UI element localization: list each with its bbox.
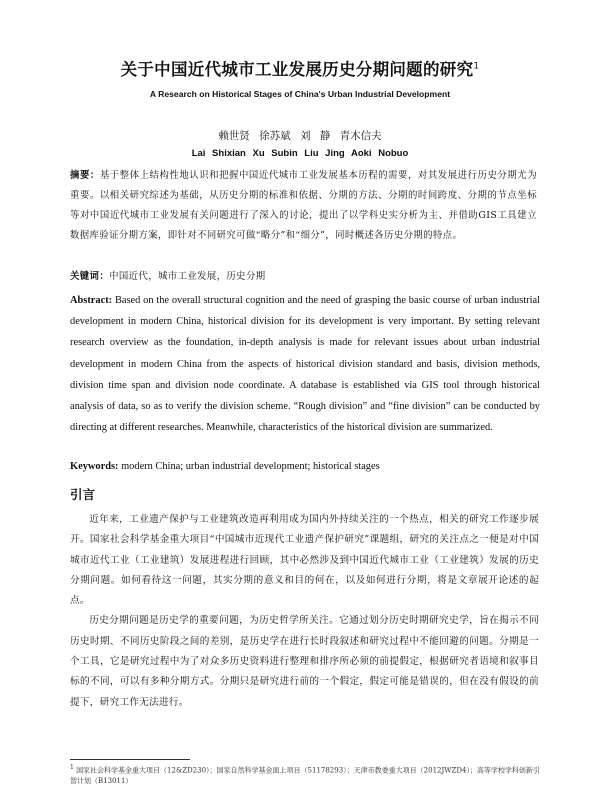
keywords-english-label: Keywords: <box>70 461 119 472</box>
abstract-chinese-text: 基于整体上结构性地认识和把握中国近代城市工业发展基本历程的需要，对其发展进行历史分期尤为重要。以相关研究综述为基础，从历史分期的标准和依据、分期的方法、分期的时间跨度、分期的节点坐标等对中国近代城市工业发展有关问题进行了深入的讨论，提出了以学科史实分析为主、并借助GIS工具建立数据库验证分期方案，即针对不同研究可做“略分”和“细分”，同时概述各历史分期的特点。 <box>70 170 538 241</box>
english-title: A Research on Historical Stages of China's Urban Industrial Development <box>149 89 451 99</box>
keywords-chinese <box>70 267 537 287</box>
keywords-english-text: modern China; urban industrial development; historical stages <box>121 461 380 472</box>
paper-title-text: 关于中国近代城市工业发展历史分期问题的研究 <box>120 60 474 79</box>
abstract-english-label: Abstract: <box>70 295 113 306</box>
authors-chinese: 赖世贤 徐苏斌 刘 静 青木信夫 <box>218 130 382 142</box>
abstract-chinese <box>70 166 537 246</box>
section-body <box>70 510 539 713</box>
keywords-chinese-label: 关键词： <box>70 271 110 282</box>
title-footnote-mark: 1 <box>473 61 480 72</box>
footnote-divider <box>70 759 190 760</box>
abstract-english <box>70 290 540 438</box>
body-paragraph: 历史分期问题是历史学的重要问题，为历史哲学所关注。它通过划分历史时期研究史学，旨在揭示不同历史时期、不同历史阶段之间的差别，是历史学在进行长时段叙述和研究过程中不能回避的问题。分期是一个工具，它是研究过程中为了对众多历史资料进行整理和排序所必须的前提假定，根据研究者语境和叙事目标的不同，可以有多种分期方式。分期只是研究进行前的一个假定，假定可能是错误的，但在没有假设的前提下，研究工作无法进行。 <box>70 615 539 708</box>
abstract-chinese-label: 摘要： <box>70 170 100 181</box>
abstract-english-text: Based on the overall structural cognition and the need of grasping the basic course of urban industrial development in modern China, historical division for its development is very important. By setting relevant research overview as the foundation, in-depth analysis is made for relevant issues about urban industrial development in modern China from the aspects of historical division standard and basis, division methods, division time span and division node coordinate. A database is established via GIS tool through historical analysis of data, so as to verify the division scheme. “Rough division” and “fine division” can be conducted by directing at different researches. Meanwhile, characteristics of the historical division are summarized. <box>70 295 540 434</box>
footnote-text: 国家社会科学基金重大项目（12&ZD230）；国家自然科学基金面上项目（51178293）；天津市教委重大项目（2012JWZD4）；高等学校学科创新引智计划（B13011） <box>70 766 540 786</box>
footnote <box>70 762 540 787</box>
section-heading: 引言 <box>70 487 96 502</box>
body-paragraph: 近年来，工业遗产保护与工业建筑改造再利用成为国内外持续关注的一个热点，相关的研究工作逐步展开。国家社会科学基金重大项目“中国城市近现代工业遗产保护研究”课题组，研究的关注点之一便是对中国城市近代工业（工业建筑）发展进程进行回顾，其中必然涉及到中国近代城市工业（工业建筑）发展的历史分期问题。如何看待这一问题，其实分期的意义和目的何在，以及如何进行分期，将是文章展开论述的起点。 <box>70 514 539 607</box>
keywords-english <box>70 457 540 477</box>
footnote-mark: 1 <box>70 764 74 771</box>
paper-title <box>0 56 600 80</box>
keywords-chinese-text: 中国近代，城市工业发展，历史分期 <box>109 271 266 282</box>
authors-english: Lai Shixian Xu Subin Liu Jing Aoki Nobuo <box>191 148 409 159</box>
